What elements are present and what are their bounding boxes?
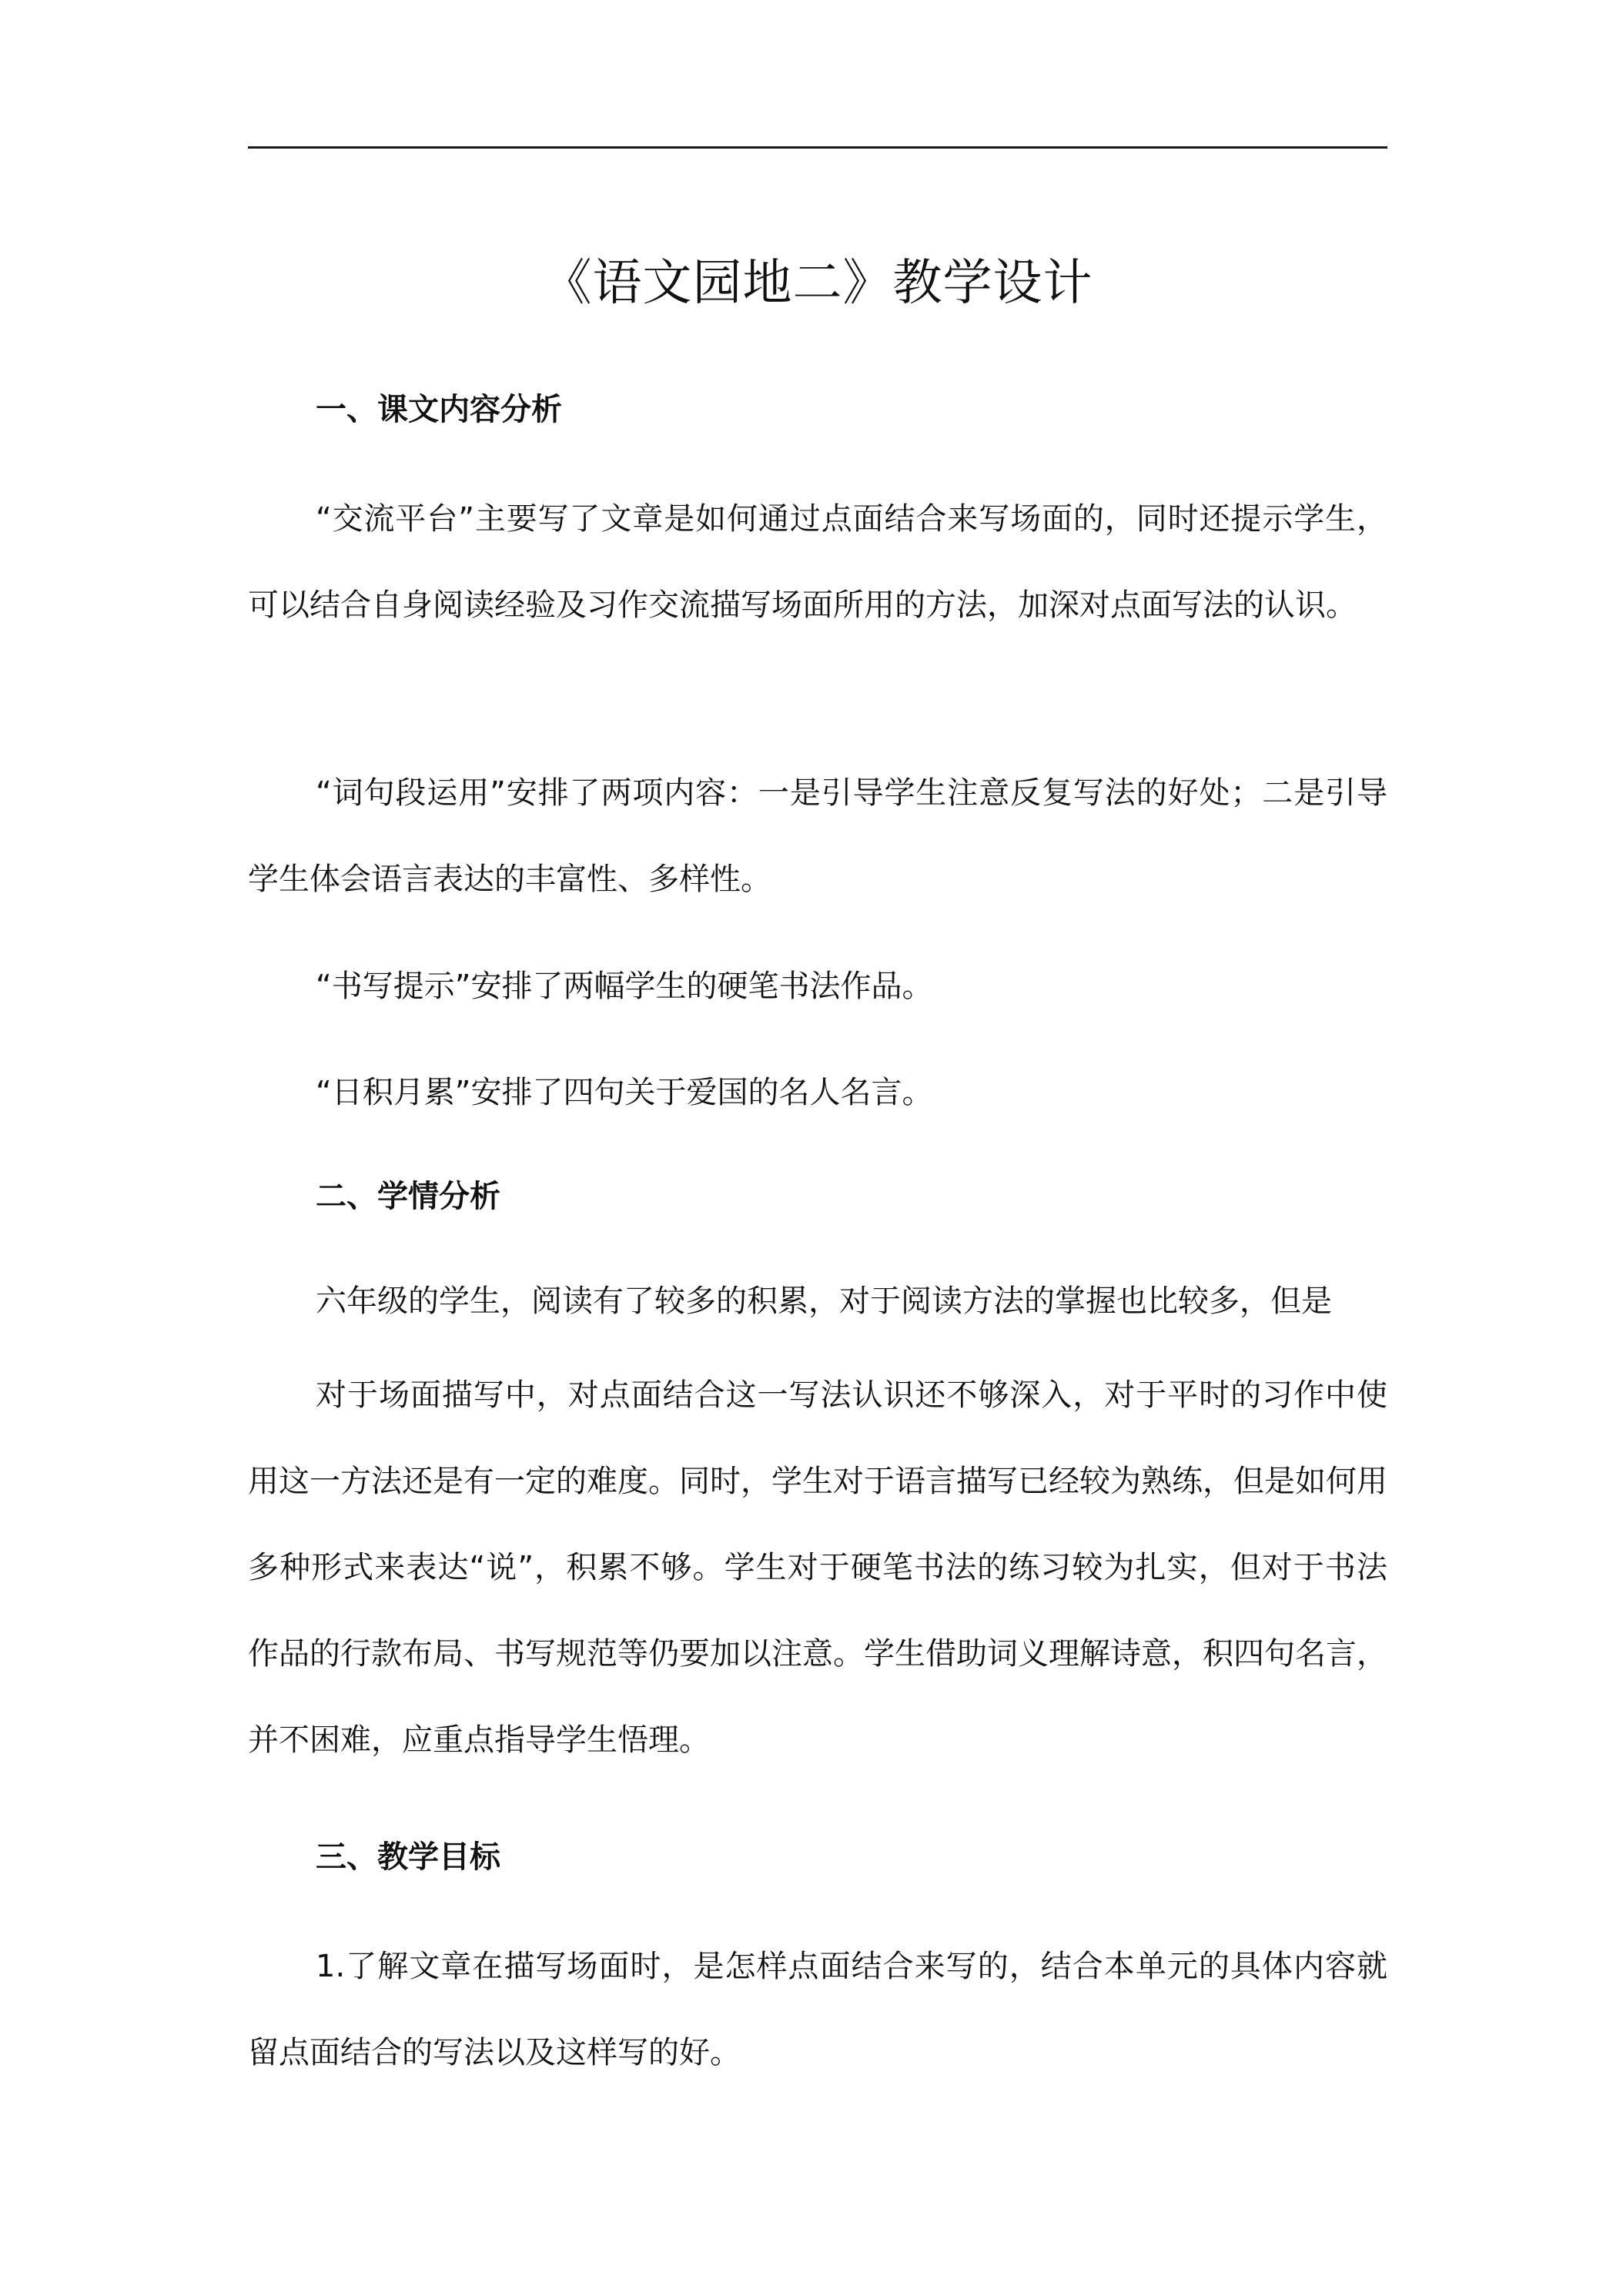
header-rule [248, 146, 1387, 149]
section-heading-teaching-goals: 三、教学目标 [316, 1839, 500, 1875]
paragraph-daily-accumulation: “日积月累”安排了四句关于爱国的名人名言。 [316, 1075, 933, 1110]
section-heading-content-analysis: 一、课文内容分析 [316, 392, 562, 427]
paragraph-writing-tips: “书写提示”安排了两幅学生的硬笔书法作品。 [316, 969, 933, 1004]
paragraph-word-usage: “词句段运用”安排了两项内容：一是引导学生注意反复写法的好处；二是引导学生体会语言表达的丰富性、多样性。 [248, 775, 1387, 897]
paragraph-goal-1: 1.了解文章在描写场面时，是怎样点面结合来写的，结合本单元的具体内容就留点面结合的写法以及这样写的好。 [248, 1949, 1387, 2070]
document-title: 《语文园地二》教学设计 [542, 255, 1093, 312]
paragraph-exchange-platform: “交流平台”主要写了文章是如何通过点面结合来写场面的，同时还提示学生，可以结合自身阅读经验及习作交流描写场面所用的方法，加深对点面写法的认识。 [248, 501, 1387, 623]
paragraph-student-analysis-body: 对于场面描写中，对点面结合这一写法认识还不够深入，对于平时的习作中使用这一方法还是有一定的难度。同时，学生对于语言描写已经较为熟练，但是如何用多种形式来表达“说”，积累不够。学生对于硬笔书法的练习较为扎实，但对于书法作品的行款布局、书写规范等仍要加以注意。学生借助词义理解诗意，积四句名言，并不困难，应重点指导学生悟理。 [248, 1377, 1387, 1758]
paragraph-student-analysis-intro: 六年级的学生，阅读有了较多的积累，对于阅读方法的掌握也比较多，但是 [316, 1284, 1332, 1319]
section-heading-student-analysis: 二、学情分析 [316, 1179, 500, 1214]
